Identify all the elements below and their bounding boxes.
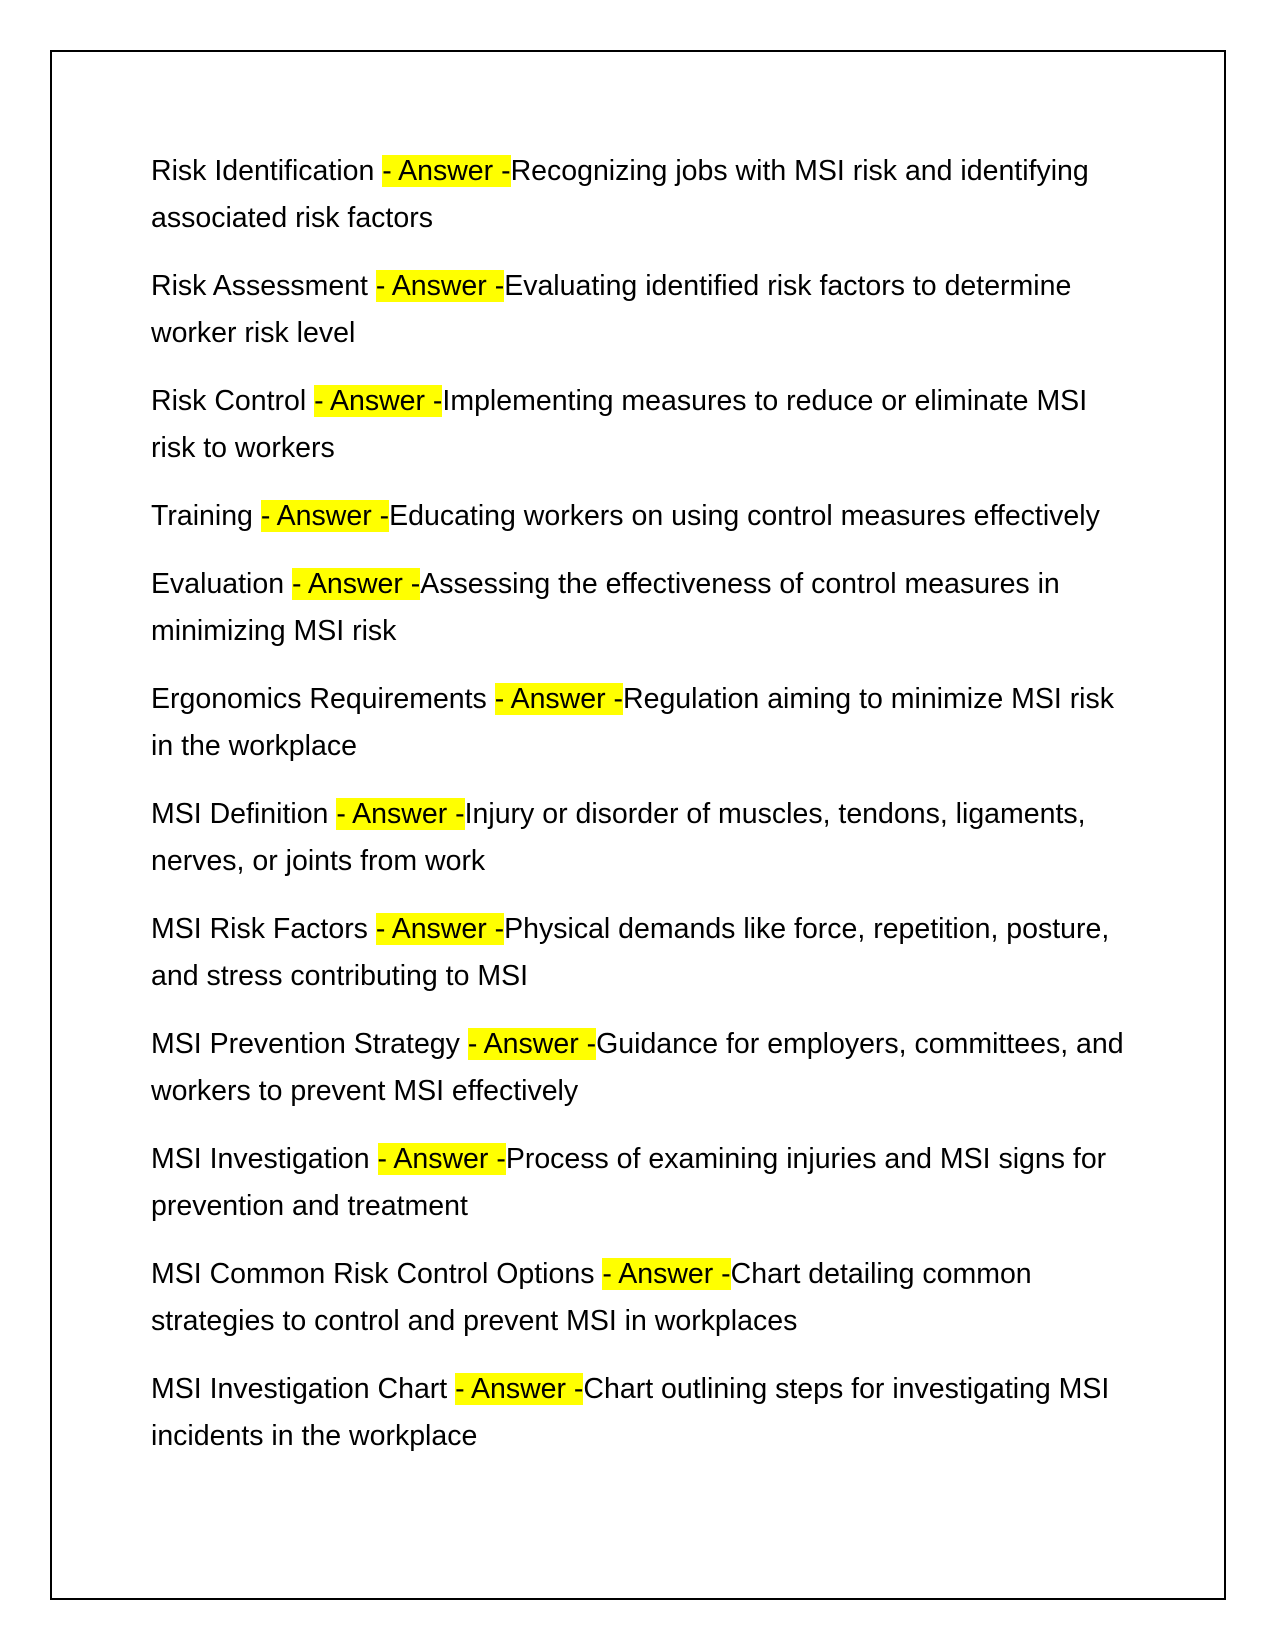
entry-term: Evaluation (151, 568, 293, 600)
qa-entry (151, 1251, 1131, 1345)
entry-term: MSI Definition (151, 798, 337, 830)
answer-highlight: - Answer - (602, 1258, 731, 1290)
answer-highlight: - Answer - (314, 385, 443, 417)
qa-entry (151, 791, 1131, 885)
answer-highlight: - Answer - (375, 270, 505, 302)
entry-term: MSI Prevention Strategy (151, 1028, 468, 1060)
entry-definition: Assessing the effectiveness of control measures in minimizing MSI risk (151, 568, 1060, 647)
answer-highlight: - Answer - (292, 568, 421, 600)
entry-term: MSI Common Risk Control Options (151, 1258, 603, 1290)
answer-highlight: - Answer - (375, 913, 505, 945)
answer-highlight: - Answer - (494, 683, 624, 715)
qa-entry (151, 148, 1131, 242)
entry-term: MSI Investigation (151, 1143, 378, 1175)
qa-entry (151, 1366, 1131, 1460)
entry-definition: Chart outlining steps for investigating MSI incidents in the workplace (151, 1373, 1110, 1452)
answer-highlight: - Answer - (382, 155, 511, 187)
entry-definition: Guidance for employers, committees, and workers to prevent MSI effectively (151, 1028, 1124, 1107)
qa-entry (151, 676, 1131, 770)
qa-entry (151, 1136, 1131, 1230)
entry-definition: Evaluating identified risk factors to determine worker risk level (151, 270, 1072, 349)
entry-term: Risk Control (151, 385, 315, 417)
entry-term: Ergonomics Requirements (151, 683, 495, 715)
qa-entry (151, 263, 1131, 357)
entry-definition: Injury or disorder of muscles, tendons, ligaments, nerves, or joints from work (151, 798, 1086, 877)
answer-highlight: - Answer - (260, 500, 390, 532)
qa-entry (151, 493, 1131, 540)
qa-entry (151, 906, 1131, 1000)
qa-entry (151, 561, 1131, 655)
qa-entry (151, 378, 1131, 472)
entry-term: Risk Identification (151, 155, 383, 187)
answer-highlight: - Answer - (455, 1373, 584, 1405)
entry-term: Training (151, 500, 261, 532)
entry-term: MSI Investigation Chart (151, 1373, 456, 1405)
entry-term: MSI Risk Factors (151, 913, 376, 945)
qa-entry-list (151, 148, 1131, 1481)
answer-highlight: - Answer - (336, 798, 465, 830)
entry-definition: Physical demands like force, repetition, posture, and stress contributing to MSI (151, 913, 1110, 992)
entry-definition: Process of examining injuries and MSI signs for prevention and treatment (151, 1143, 1107, 1222)
qa-entry (151, 1021, 1131, 1115)
entry-definition: Recognizing jobs with MSI risk and identifying associated risk factors (151, 155, 1089, 234)
entry-definition: Implementing measures to reduce or eliminate MSI risk to workers (151, 385, 1088, 464)
entry-definition: Regulation aiming to minimize MSI risk in the workplace (151, 683, 1115, 762)
answer-highlight: - Answer - (377, 1143, 506, 1175)
answer-highlight: - Answer - (467, 1028, 597, 1060)
entry-term: Risk Assessment (151, 270, 376, 302)
entry-definition: Educating workers on using control measures effectively (389, 500, 1100, 532)
entry-definition: Chart detailing common strategies to control and prevent MSI in workplaces (151, 1258, 1032, 1337)
